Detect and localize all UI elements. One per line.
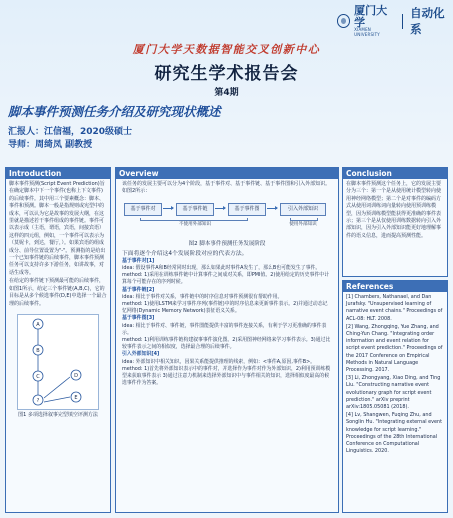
- overview-sections: [116, 258, 338, 388]
- flow-box-event-pair: 基于事件对: [124, 203, 162, 216]
- university-seal-icon: [337, 14, 350, 28]
- event-chain-graph: [18, 315, 98, 409]
- reference-item: [3] Li, Zhongyang, Xiao Ding, and Ting Liu. "Constructing narrative event evolutionary graph for script event prediction." arXiv preprint arXiv:1805.05081 (2018).: [346, 375, 441, 411]
- flow-arrow: [267, 208, 277, 209]
- graph-node-label: B: [36, 347, 40, 354]
- issue-number: 第4期: [214, 88, 239, 98]
- conclusion-text: 在脚本事件预测这个任务上，它的发展主要分为三个：第一个是从使用统计模型转向使用神经网络模型；第二个是对事件的编码方式从使用词训练词向量转向使用预训练模型，因为预训练模型能获得更准确的事件表示；第三个是从仅使用训练数据转向引入外部知识，因为引入外部知识能更好地理解事件的语义信息，进而提高预测性能。: [346, 181, 442, 239]
- flow-sub-no-knowledge: 不使用外部知识: [178, 221, 212, 227]
- report-title: 研究生学术报告会: [154, 64, 299, 84]
- intro-paragraph: 在给定的事件链下预测最可能的后续事件，如图1所示，给定三个事件链(A,B,C)，它的目标是从多个候选事件(D,E)中选择一个最合理的后续事件。: [9, 278, 107, 307]
- graph-edge: [44, 377, 70, 398]
- talk-title: 脚本事件预测任务介绍及研究现状概述: [8, 104, 221, 119]
- references-panel: [342, 280, 448, 513]
- graph-node-label: D: [74, 372, 78, 379]
- section-idea: idea: 相比于事件对关系，事件链中的时序信息对事件预测很有帮助作用。: [122, 293, 283, 300]
- university-name-en: XIAMEN UNIVERSITY: [354, 27, 380, 37]
- section-method: method: 1)使用LSTM来学习事件序列(事件链)中的时序信息来更新事件表示。2)并通过动态记忆网络(Dynamic Memory Network)表征语义关系。: [122, 301, 328, 315]
- section-idea: idea: 外部知识中相关知识，因果关系能提供推理的线索，例如：<事件A,原因,事件B>。: [122, 358, 316, 365]
- university-name-block: [354, 5, 395, 36]
- overview-heading: Overview: [116, 168, 338, 179]
- logo-cluster: [337, 5, 453, 37]
- overview-sub-intro: 下面将逐个介绍这4个发展阶段对应的代表方法。: [122, 250, 248, 257]
- section-idea: idea: 相比于事件对、事件链，事件图能提供丰富的事件连接关系，有利于学习更准确的事件表示。: [122, 322, 327, 336]
- graph-node-label: A: [36, 321, 40, 328]
- references-list: [343, 292, 447, 458]
- presenter: 汇报人：江信福，2020级硕士: [8, 127, 133, 137]
- overview-figure-caption: 图2 脚本事件预测任务发展阶段: [188, 240, 266, 247]
- flow-box-event-chain: 基于事件链: [176, 203, 214, 216]
- flow-sub-with-knowledge: 使用外部知识: [289, 221, 317, 227]
- graph-node-label: E: [74, 394, 78, 401]
- graph-node-label: C: [36, 373, 40, 380]
- section-method: method: 1)利用训练事件链构建叙事事件演化图。2)采用图神经网络来学习事件表示。3)通过比较事件表示之间的相似度，选择最合理的后续事件。: [122, 337, 331, 351]
- poster-header: [0, 0, 453, 150]
- conclusion-panel: [342, 167, 448, 277]
- reference-item: [4] Lv, Shangwen, Fuqing Zhu, and Songlin Hu. "Integrating external event knowledge for script learning." Proceedings of the 28th International Conference on Computational Linguistics. 2020.: [346, 412, 443, 455]
- flow-arrow: [215, 208, 225, 209]
- intro-paragraph: 脚本事件预测(Script Event Prediction)旨在确定脚本中下一个事件(也称上下文事件)的后续事件。其中用三个要素概念：脚本、事件和预测。脚本一般是指规则或宪型中的成本，可以认为它是故事的发展大纲，在这里就是描述若干事件组成的事件链。事件可以表示成（主语，谓语，宾语，间接宾语）这样的四元组，例如，一个事件可以表示为（莫妮卡，到达，餐厅，）。如果宾语的组成成分、前导位置设置为"-"。预测指的是给出一个已知事件链的后续事件，脚本事件预测任务可以支持许多下游任务，如讲故事，对话生成等。: [9, 181, 106, 276]
- section-title: 基于事件链[2]: [122, 286, 155, 293]
- flow-arrow: [163, 208, 173, 209]
- intro-body: [6, 179, 110, 311]
- reference-item: [2] Wang, Zhongqing, Yue Zhang, and Ching-Yun Chang. "Integrating order information and event relation for script event prediction." Proceedings of the 2017 Conference on Empirical Methods in Natural Language Processing. 2017.: [346, 323, 443, 374]
- university-name-cn: 厦门大学: [354, 4, 388, 29]
- overview-panel: [115, 167, 339, 513]
- graph-node-label: ?: [36, 397, 40, 404]
- intro-heading: Introduction: [6, 168, 110, 179]
- intro-figure-caption: 图1 多项选择叙事完型填空评测方法: [18, 411, 98, 418]
- flow-box-event-graph: 基于事件图: [228, 203, 266, 216]
- conclusion-heading: Conclusion: [343, 168, 447, 179]
- section-method: method: 1)首先将外部知识表示中的事件对，并选择作为事件对作为外部知识，2)利用预训练模型来获取事件表示 3)通过注意力机制来选择外部知识中与事件相关的知识，选择相似度最高的候选事件作为答案。: [122, 365, 331, 387]
- section-title: 引入外部知识[4]: [122, 351, 160, 358]
- flow-box-external-knowledge: 引入外部知识: [280, 203, 326, 216]
- reference-item: [1] Chambers, Nathanael, and Dan Jurafsky. "Unsupervised learning of narrative event chains." Proceedings of ACL-08: HLT. 2008.: [346, 294, 443, 322]
- logo-divider: [402, 14, 403, 29]
- section-idea: idea: 假设事件A和B经常同时出现，那么如果此时事件A发生了，那么B也可能发生了事件。: [122, 265, 321, 272]
- center-title: 厦门大学天数据智能交叉创新中心: [132, 43, 321, 56]
- advisor: 导师：周绮凤 副教授: [8, 140, 93, 150]
- graph-edge: [44, 397, 70, 402]
- stage-flow-diagram: [120, 201, 334, 239]
- section-title: 基于事件对[1]: [122, 257, 155, 264]
- overview-intro: 该任务的发展主要可以分为4个阶段，基于事件对、基于事件链、基于事件图和引入外部知识。如图2所示：: [122, 181, 331, 195]
- references-heading: References: [343, 281, 447, 292]
- section-method: method: 1)采用在训练事件链中计算事件之间成对关系，即PMI值。2)使用给定的历史事件中计算每个可能存在的序列时候。: [122, 272, 330, 286]
- event-chain-figure: [17, 314, 99, 410]
- department-name: 自动化系: [410, 6, 445, 36]
- section-title: 基于事件图[3]: [122, 315, 155, 322]
- intro-panel: [5, 167, 111, 513]
